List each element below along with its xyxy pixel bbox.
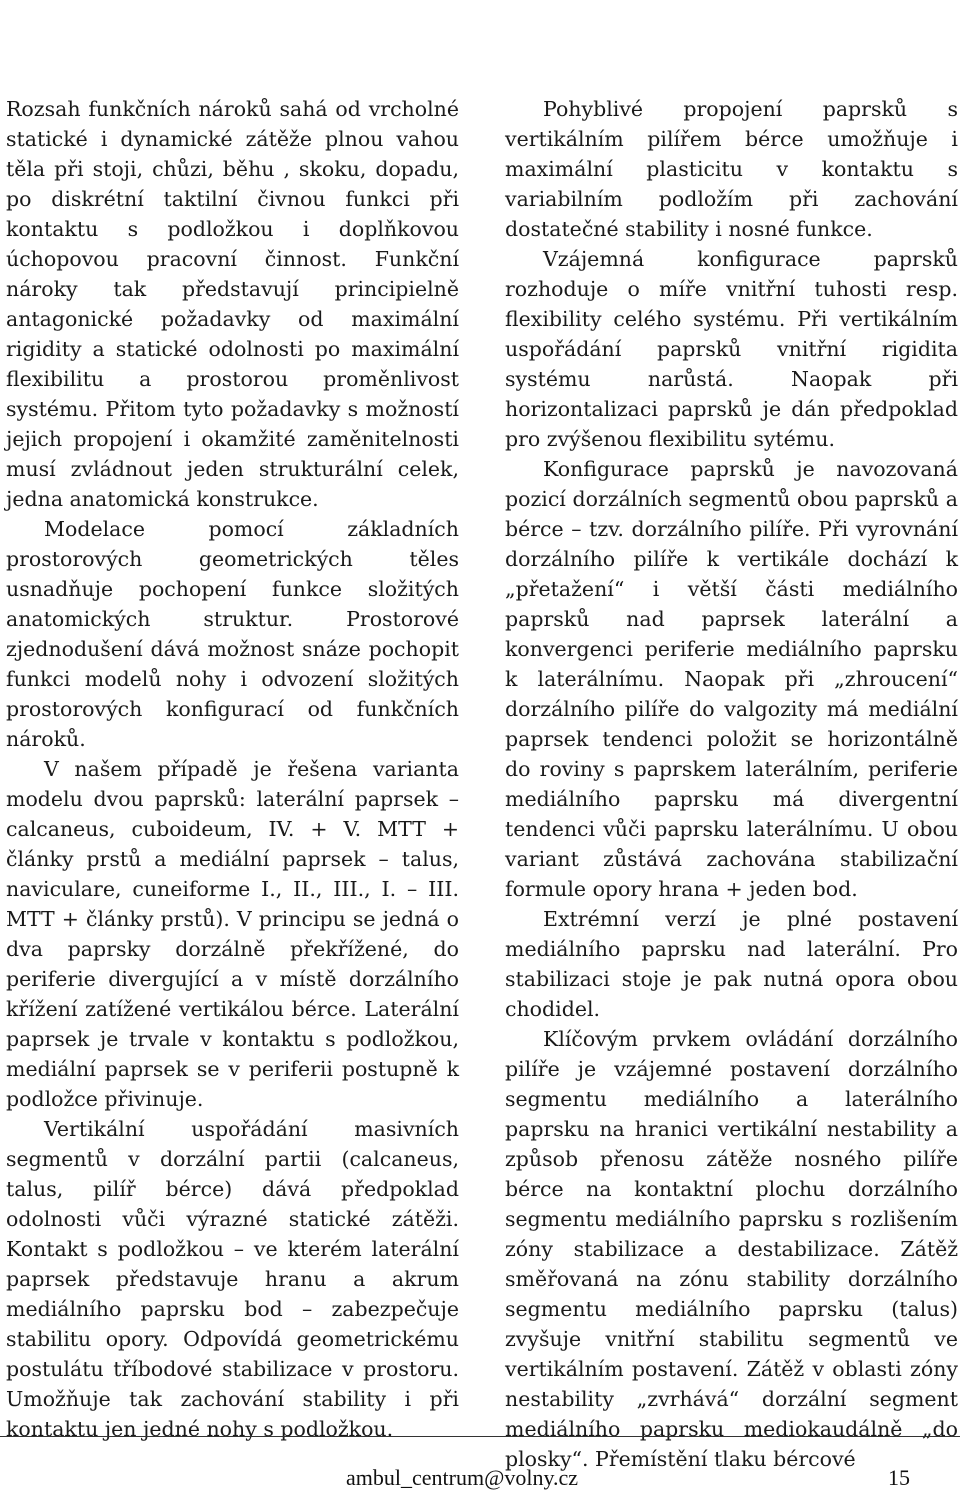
footer-email: ambul_centrum@volny.cz: [346, 1465, 579, 1490]
left-text-column: [6, 94, 459, 1444]
paragraph: Vertikální uspořádání masivních segmentů v dorzální partii (calcaneus, talus, pilíř bérce) dává předpoklad odolnosti vůči výrazné statické zátěži. Kontakt s podložkou – ve kterém laterální paprsek představuje hranu a akrum mediálního paprsku bod – zabezpečuje stabilitu opory. Odpovídá geometrickému postulátu tříbodové stabilizace v prostoru. Umožňuje tak zachování stability i při kontaktu jen jedné nohy s podložkou.: [6, 1117, 459, 1441]
paragraph: Rozsah funkčních nároků sahá od vrcholné statické i dynamické zátěže plnou vahou těla při stoji, chůzi, běhu , skoku, dopadu, po diskrétní taktilní čivnou funkci při kontaktu s podložkou i doplňkovou úchopovou pracovní činnost. Funkční nároky tak představují principielně antagonické požadavky od maximální rigidity a statické odolnosti po maximální flexibilitu a prostorou proměnlivost systému. Přitom tyto požadavky s možností jejich propojení i okamžité zaměnitelnosti musí zvládnout jeden strukturální celek, jedna anatomická konstrukce.: [6, 97, 459, 511]
paragraph: Extrémní verzí je plné postavení mediálního paprsku nad laterální. Pro stabilizaci stoje je pak nutná opora obou chodidel.: [505, 907, 958, 1021]
right-text-column: [505, 94, 958, 1474]
paragraph: Pohyblivé propojení paprsků s vertikálním pilířem bérce umožňuje i maximální plasticitu v kontaktu s variabilním podložím při zachování dostatečné stability i nosné funkce.: [505, 97, 958, 241]
paragraph: Modelace pomocí základních prostorových geometrických těles usnadňuje pochopení funkce složitých anatomických struktur. Prostorové zjednodušení dává možnost snáze pochopit funkci modelů nohy i odvození složitých prostorových konfigurací od funkčních nároků.: [6, 517, 459, 751]
paragraph: Klíčovým prvkem ovládání dorzálního pilíře je vzájemné postavení dorzálního segmentu mediálního a laterálního paprsku na hranici vertikální nestability a způsob přenosu zátěže nosného pilíře bérce na kontaktní plochu dorzálního segmentu mediálního paprsku s rozlišením zóny stabilizace a destabilizace. Zátěž směřovaná na zónu stability dorzálního segmentu mediálního paprsku (talus) zvyšuje vnitřní stabilitu segmentů ve vertikálním postavení. Zátěž v oblasti zóny nestability „zvrhává“ dorzální segment mediálního paprsku mediokaudálně „do plosky“. Přemístění tlaku bércové: [505, 1027, 958, 1471]
paragraph: Konfigurace paprsků je navozovaná pozicí dorzálních segmentů obou paprsků a bérce – tzv. dorzálního pilíře. Při vyrovnání dorzálního pilíře k vertikále dochází k „přetažení“ i větší části mediálního paprsků nad paprsek laterální a konvergenci periferie mediálního paprsku k laterálnímu. Naopak při „zhroucení“ dorzálního pilíře do valgozity má mediální paprsek tendenci položit se horizontálně do roviny s paprskem laterálním, periferie mediálního paprsku má divergentní tendenci vůči paprsku laterálnímu. U obou variant zůstává zachována stabilizační formule opory hrana + jeden bod.: [505, 457, 958, 901]
paragraph: Vzájemná konfigurace paprsků rozhoduje o míře vnitřní tuhosti resp. flexibility celého systému. Při vertikálním uspořádání paprsků vnitřní rigidita systému narůstá. Naopak při horizontalizaci paprsků je dán předpoklad pro zvýšenou flexibilitu sytému.: [505, 247, 958, 451]
footer-divider: [0, 1436, 960, 1437]
page-number: 15: [888, 1465, 910, 1490]
paragraph: V našem případě je řešena varianta modelu dvou paprsků: laterální paprsek – calcaneus, cuboideum, IV. + V. MTT + články prstů a mediální paprsek – talus, naviculare, cuneiforme I., II., III., I. – III. MTT + články prstů). V principu se jedná o dva paprsky dorzálně překřížené, do periferie divergující a v místě dorzálního křížení zatížené vertikálou bérce. Laterální paprsek je trvale v kontaktu s podložkou, mediální paprsek se v periferii postupně k podložce přivinuje.: [6, 757, 459, 1111]
